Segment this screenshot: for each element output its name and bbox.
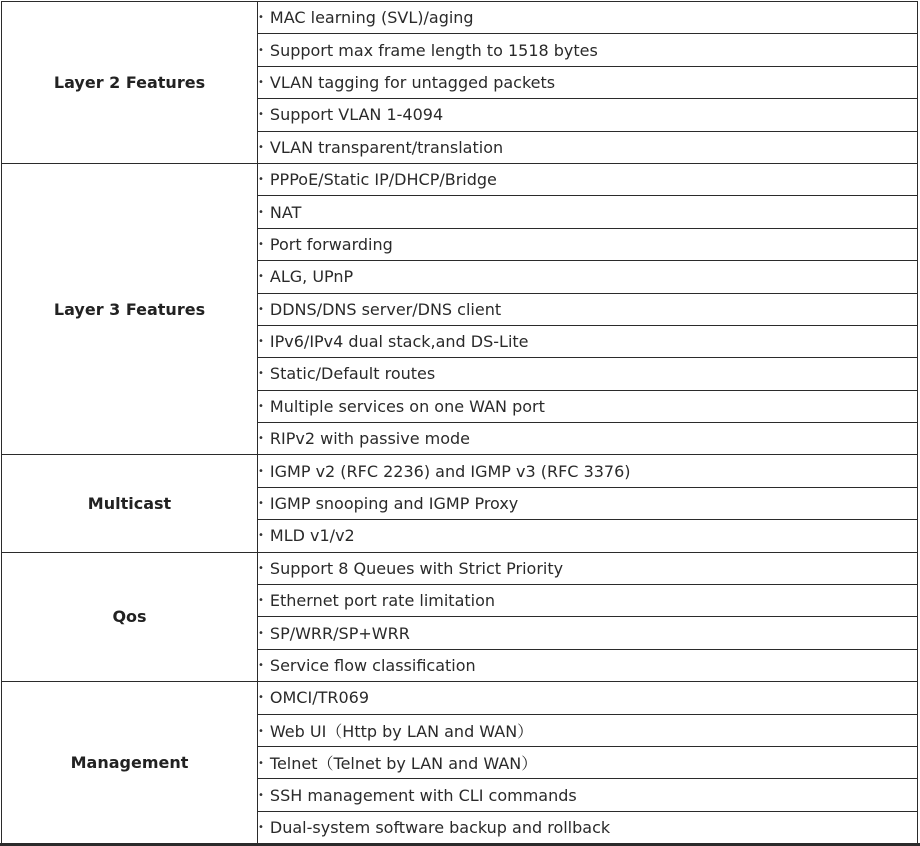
table-row bbox=[2, 455, 918, 487]
feature-text: RIPv2 with passive mode bbox=[269, 429, 471, 449]
feature-cell bbox=[258, 552, 918, 584]
feature-cell bbox=[258, 34, 918, 66]
bullet-icon: • bbox=[258, 692, 264, 704]
table-row bbox=[2, 163, 918, 195]
feature-text: MAC learning (SVL)/aging bbox=[269, 8, 474, 28]
bullet-icon: • bbox=[258, 206, 264, 218]
bullet-icon: • bbox=[258, 660, 264, 671]
bullet-icon: • bbox=[258, 821, 264, 833]
feature-cell bbox=[258, 714, 918, 746]
feature-text: Ethernet port rate limitation bbox=[269, 591, 496, 611]
feature-cell bbox=[258, 585, 918, 617]
bullet-icon: • bbox=[258, 465, 264, 477]
feature-text: IGMP snooping and IGMP Proxy bbox=[269, 494, 519, 514]
feature-text: SP/WRR/SP+WRR bbox=[269, 623, 410, 643]
feature-cell bbox=[258, 779, 918, 811]
bullet-icon: • bbox=[258, 44, 264, 56]
feature-text: ALG, UPnP bbox=[269, 267, 354, 287]
table-row bbox=[2, 552, 918, 584]
feature-text: PPPoE/Static IP/DHCP/Bridge bbox=[269, 170, 497, 190]
feature-cell bbox=[258, 228, 918, 260]
feature-cell bbox=[258, 390, 918, 422]
feature-text: MLD v1/v2 bbox=[269, 526, 355, 546]
bullet-icon: • bbox=[258, 141, 264, 153]
bullet-icon: • bbox=[258, 174, 264, 186]
feature-text: IPv6/IPv4 dual stack,and DS-Lite bbox=[269, 332, 529, 352]
feature-cell bbox=[258, 455, 918, 487]
feature-cell bbox=[258, 66, 918, 98]
bullet-icon: • bbox=[258, 530, 264, 542]
feature-spec-body bbox=[2, 2, 918, 844]
bullet-icon: • bbox=[258, 595, 264, 607]
feature-text: VLAN transparent/translation bbox=[269, 137, 504, 157]
feature-cell bbox=[258, 2, 918, 34]
table-row bbox=[2, 682, 918, 714]
group-label-management: Management bbox=[2, 682, 258, 844]
feature-cell bbox=[258, 617, 918, 649]
feature-cell bbox=[258, 99, 918, 131]
bullet-icon: • bbox=[258, 238, 264, 250]
feature-spec-table bbox=[1, 1, 918, 844]
feature-text: Telnet（Telnet by LAN and WAN） bbox=[269, 754, 538, 774]
bullet-icon: • bbox=[258, 498, 264, 510]
bullet-icon: • bbox=[258, 562, 264, 574]
feature-cell bbox=[258, 811, 918, 843]
feature-text: Port forwarding bbox=[269, 234, 393, 254]
feature-cell bbox=[258, 649, 918, 681]
feature-text: Support VLAN 1-4094 bbox=[269, 105, 444, 125]
feature-text: Multiple services on one WAN port bbox=[269, 396, 545, 416]
feature-cell bbox=[258, 358, 918, 390]
feature-text: DDNS/DNS server/DNS client bbox=[269, 299, 502, 319]
bullet-icon: • bbox=[258, 627, 264, 639]
bullet-icon: • bbox=[258, 109, 264, 121]
feature-text: OMCI/TR069 bbox=[269, 688, 370, 708]
feature-cell bbox=[258, 131, 918, 163]
feature-text: Static/Default routes bbox=[269, 364, 436, 384]
bullet-icon: • bbox=[258, 789, 264, 801]
feature-cell bbox=[258, 487, 918, 519]
group-label-qos: Qos bbox=[2, 552, 258, 682]
feature-cell bbox=[258, 163, 918, 195]
feature-text: IGMP v2 (RFC 2236) and IGMP v3 (RFC 3376) bbox=[269, 461, 631, 481]
feature-text: NAT bbox=[269, 202, 302, 222]
bullet-icon: • bbox=[258, 368, 264, 380]
bullet-icon: • bbox=[258, 758, 264, 770]
feature-cell bbox=[258, 746, 918, 778]
group-label-layer-2-features: Layer 2 Features bbox=[2, 2, 258, 164]
feature-cell bbox=[258, 682, 918, 714]
feature-text: Service flow classification bbox=[269, 656, 476, 675]
feature-text: SSH management with CLI commands bbox=[269, 785, 577, 805]
feature-text: Support max frame length to 1518 bytes bbox=[269, 40, 598, 60]
feature-cell bbox=[258, 261, 918, 293]
feature-cell bbox=[258, 293, 918, 325]
bullet-icon: • bbox=[258, 303, 264, 315]
feature-text: Web UI（Http by LAN and WAN） bbox=[269, 721, 534, 741]
bullet-icon: • bbox=[258, 76, 264, 88]
table-row bbox=[2, 2, 918, 34]
feature-cell bbox=[258, 325, 918, 357]
bullet-icon: • bbox=[258, 336, 264, 348]
bullet-icon: • bbox=[258, 725, 264, 737]
bullet-icon: • bbox=[258, 12, 264, 24]
feature-cell bbox=[258, 196, 918, 228]
feature-text: Support 8 Queues with Strict Priority bbox=[269, 558, 564, 578]
bullet-icon: • bbox=[258, 433, 264, 445]
feature-cell bbox=[258, 520, 918, 552]
group-label-layer-3-features: Layer 3 Features bbox=[2, 163, 258, 455]
group-label-multicast: Multicast bbox=[2, 455, 258, 552]
feature-text: VLAN tagging for untagged packets bbox=[269, 72, 556, 92]
bullet-icon: • bbox=[258, 400, 264, 412]
bullet-icon: • bbox=[258, 271, 264, 283]
feature-cell bbox=[258, 423, 918, 455]
feature-text: Dual-system software backup and rollback bbox=[269, 817, 611, 837]
